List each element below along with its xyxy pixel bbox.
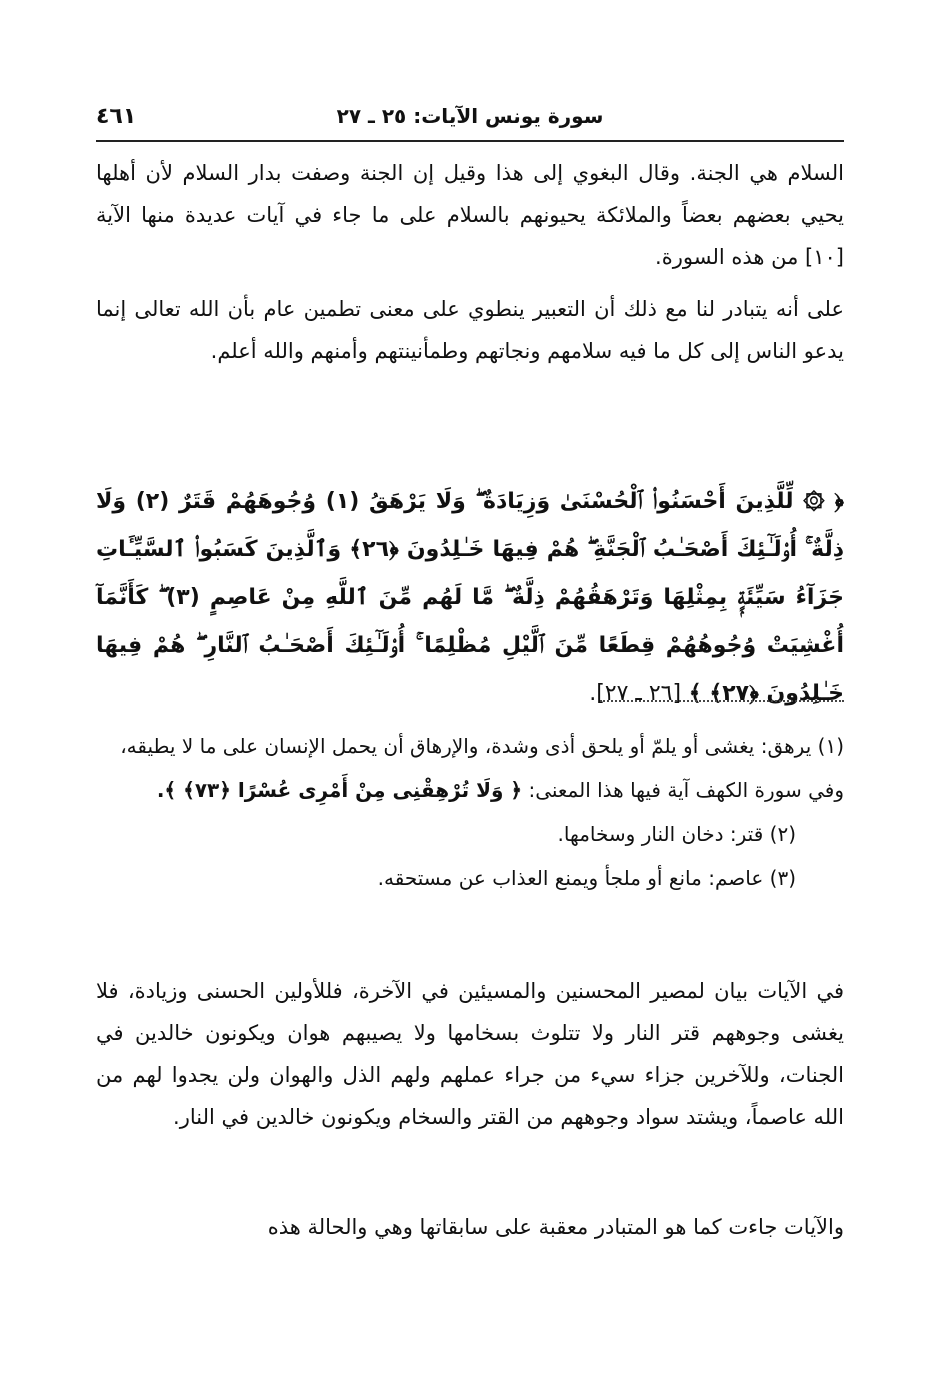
body-paragraph-4 [96, 1206, 844, 1248]
footnote-separator [600, 700, 844, 702]
verse-reference: [٢٦ ـ ٢٧]. [589, 681, 682, 706]
verse-text: ﴿ ۞ لِّلَّذِينَ أَحْسَنُوا۟ ٱلْحُسْنَىٰ وَزِيَادَةٌ ۖ وَلَا يَرْهَقُ (١) وُجُوهَهُمْ قَتَرٌ (٢) وَلَا ذِلَّةٌ ۚ أُو۟لَـٰٓئِكَ أَصْحَـٰبُ ٱلْجَنَّةِ ۖ هُمْ فِيهَا خَـٰلِدُونَ ﴿٢٦﴾ وَٱلَّذِينَ كَسَبُوا۟ ٱلسَّيِّـَٔاتِ جَزَآءُ سَيِّئَةٍۭ بِمِثْلِهَا وَتَرْهَقُهُمْ ذِلَّةٌ ۖ مَّا لَهُم مِّنَ ٱللَّهِ مِنْ عَاصِمٍ (٣) ۖ كَأَنَّمَآ أُغْشِيَتْ وُجُوهُهُمْ قِطَعًا مِّنَ ٱلَّيْلِ مُظْلِمًا ۚ أُو۟لَـٰٓئِكَ أَصْحَـٰبُ ٱلنَّارِ ۖ هُمْ فِيهَا خَـٰلِدُونَ ﴿٢٧﴾ ﴾ [96, 489, 845, 706]
footnote-3: (٣) عاصم: مانع أو ملجأ ويمنع العذاب عن مستحقه. [377, 866, 796, 890]
paragraph-text: في الآيات بيان لمصير المحسنين والمسيئين في الآخرة، فللأولين الحسنى وزيادة، فلا يغشى وجوههم قتر النار ولا تتلوث بسخامها ولا يصيبهم هوان ويكونون خالدين في الجنات، وللآخرين جزاء سيء من جراء عملهم ولهم الذل والهوان ولن يجدوا لهم من الله عاصماً، ويشتد سواد وجوههم من القتر والسخام ويكونون خالدين في النار. [96, 979, 844, 1129]
body-paragraph-1 [96, 152, 844, 278]
page-number: ٤٦١ [96, 104, 137, 129]
paragraph-text: والآيات جاءت كما هو المتبادر معقبة على سابقاتها وهي والحالة هذه [267, 1215, 844, 1239]
paragraph-text: السلام هي الجنة. وقال البغوي إلى هذا وقيل إن الجنة وصفت بدار السلام لأن أهلها يحيي بعضهم بعضاً والملائكة يحيونهم بالسلام على ما جاء في آيات عديدة منها الآية [١٠] من هذه السورة. [96, 161, 844, 269]
footnote-1-quote: ﴿ وَلَا تُرْهِقْنِى مِنْ أَمْرِى عُسْرًا ﴿٧٣﴾ ﴾. [156, 778, 523, 802]
page-header [96, 100, 844, 142]
footnote-1 [96, 724, 844, 812]
footnote-1-text: (١) يرهق: يغشى أو يلمّ أو يلحق أذى وشدة، والإرهاق أن يحمل الإنسان على ما لا يطيقه، وفي سورة الكهف آية فيها هذا المعنى: [120, 734, 844, 802]
footnote-2: (٢) قتر: دخان النار وسخامها. [557, 822, 796, 846]
footnotes [96, 724, 844, 900]
paragraph-text: على أنه يتبادر لنا مع ذلك أن التعبير ينطوي على معنى تطمين عام بأن الله تعالى إنما يدعو الناس إلى كل ما فيه سلامهم ونجاتهم وطمأنينتهم وأمنهم والله أعلم. [96, 297, 844, 363]
running-title: سورة يونس الآيات: ٢٥ ـ ٢٧ [336, 104, 604, 128]
body-paragraph-3 [96, 970, 844, 1138]
quran-verse-block [96, 478, 844, 718]
body-paragraph-2 [96, 288, 844, 372]
